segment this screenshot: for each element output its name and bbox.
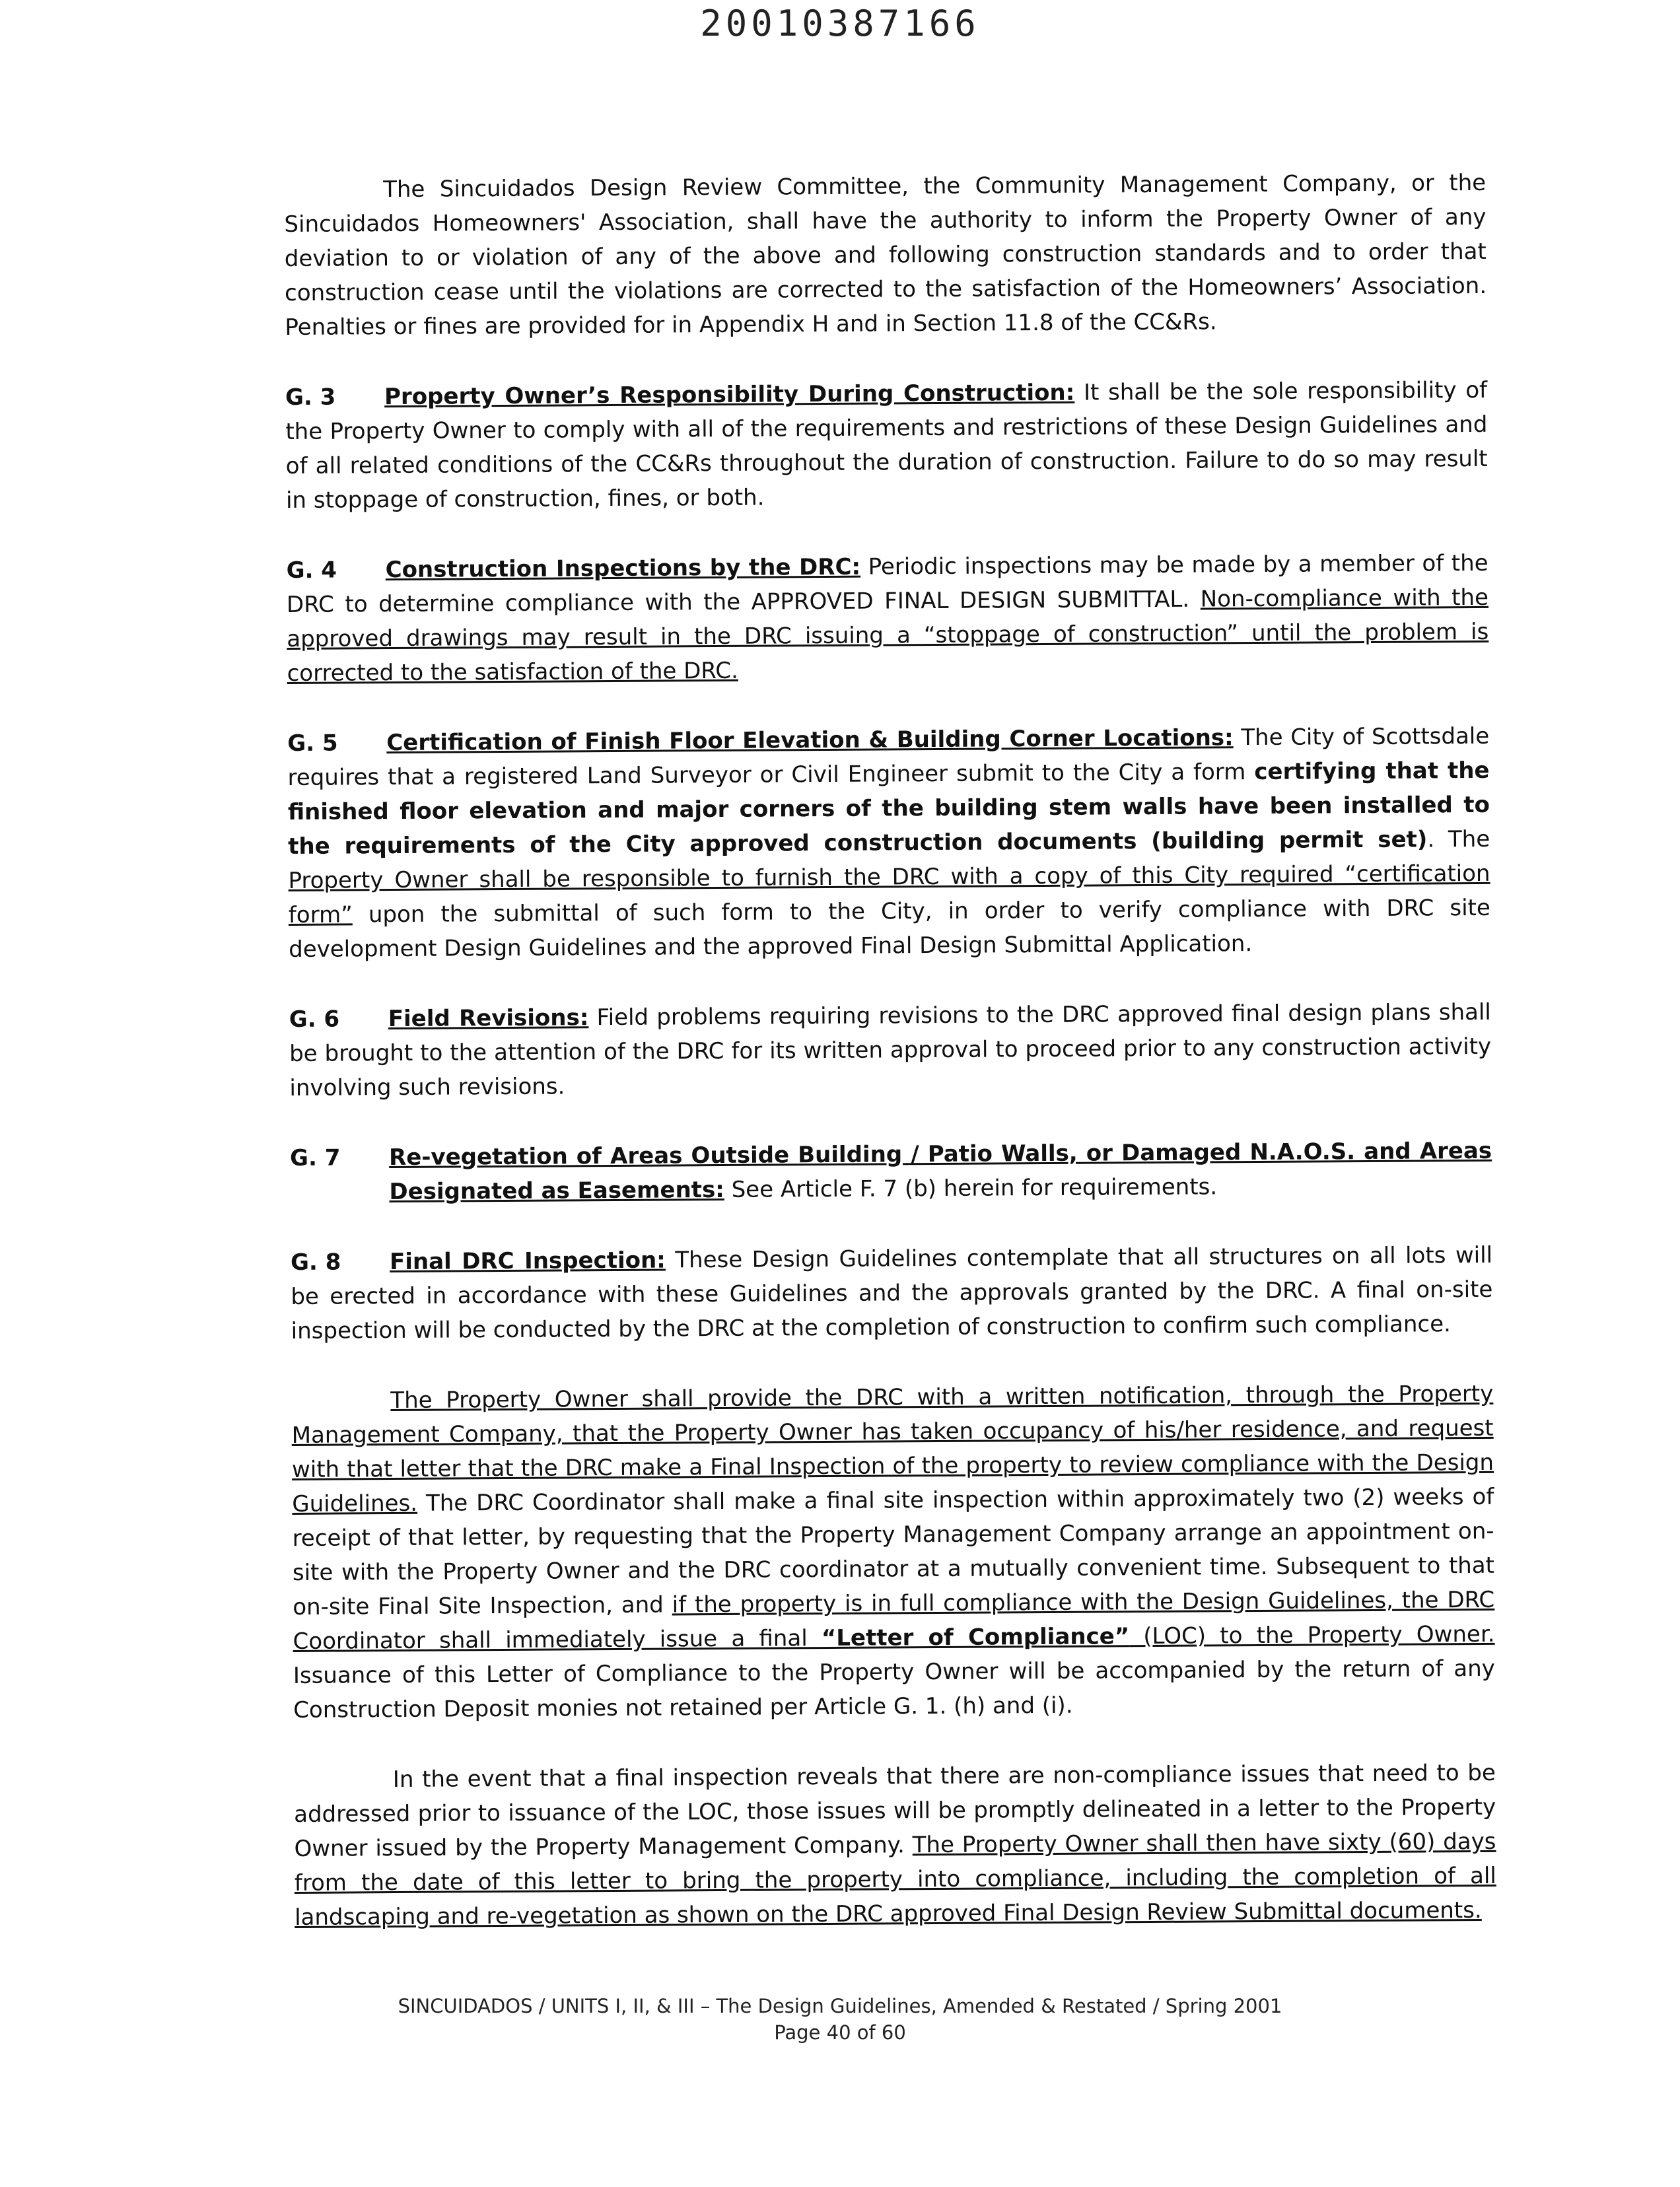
section-underlined-text: Non-compliance with the approved drawings may result in the DRC issuing a “stoppage of construction” until the problem is corrected to the satisfaction of the DRC. — [287, 584, 1489, 687]
section-heading: Re-vegetation of Areas Outside Building / Patio Walls, or Damaged N.A.O.S. and Areas Designated as Easements: — [388, 1137, 1492, 1206]
section-underlined-text: Property Owner shall be responsible to furnish the DRC with a copy of this City required “certification form” — [288, 860, 1490, 928]
non-compliance-paragraph — [294, 1756, 1497, 1935]
section-number: G. 6 — [289, 1006, 340, 1033]
section-number: G. 4 — [286, 557, 337, 584]
section-text: upon the submittal of such form to the City, in order to verify compliance with DRC site development Design Guidelines and the approved Final Design Submittal Application. — [289, 894, 1490, 963]
section-number: G. 8 — [290, 1249, 341, 1276]
page-number: Page 40 of 60 — [774, 2021, 906, 2044]
section-text: Field problems requiring revisions to the DRC approved final design plans shall be brought to the attention of the DRC for its written approval to proceed prior to any construction activity involving such revisions. — [289, 998, 1492, 1101]
underlined-text: The Property Owner shall then have sixty (60) days from the date of this letter to bring the property into compliance, including the completion of all landscaping and re-vegetation as shown on the DRC approved Final Design Review Submittal documents. — [294, 1828, 1496, 1931]
document-number: 20010387166 — [700, 3, 980, 44]
section-text: Periodic inspections may be made by a member of the DRC to determine compliance with the APPROVED FINAL DESIGN SUBMITTAL. — [286, 549, 1488, 618]
section-g8 — [291, 1238, 1493, 1348]
section-text: . The — [1427, 825, 1490, 853]
page-footer — [0, 1993, 1680, 2046]
section-g7 — [290, 1134, 1492, 1210]
section-heading: Certification of Finish Floor Elevation & Building Corner Locations: — [386, 724, 1234, 757]
section-g3 — [285, 373, 1488, 518]
section-heading: Construction Inspections by the DRC: — [385, 553, 861, 584]
section-g4 — [287, 546, 1489, 691]
plain-text: Issuance of this Letter of Compliance to the Property Owner will be accompanied by the return of any Construction Deposit monies not retained per Article G. 1. (h) and (i). — [293, 1655, 1495, 1723]
section-heading: Field Revisions: — [388, 1004, 589, 1033]
underlined-text: The Property Owner shall provide the DRC with a written notification, through the Property Management Company, that the Property Owner has taken occupancy of his/her residence, and request with that letter that the DRC make a Final Inspection of the property to review compliance with the Design Guidelines. — [291, 1380, 1494, 1517]
section-text: The City of Scottsdale requires that a registered Land Surveyor or Civil Engineer submit to the City a form — [287, 722, 1490, 791]
section-body — [389, 1134, 1492, 1209]
section-number: G. 7 — [289, 1144, 341, 1171]
section-bold-text: certifying that the finished floor elevation and major corners of the building stem walls have been installed to the requirements of the City approved construction documents (building permit set) — [287, 757, 1490, 860]
letter-of-compliance-term: “Letter of Compliance” — [821, 1623, 1130, 1652]
final-inspection-paragraph — [291, 1377, 1495, 1727]
footer-title: SINCUIDADOS / UNITS I, II, & III – The Design Guidelines, Amended & Restated / Spring 2001 — [398, 1995, 1282, 2017]
plain-text: In the event that a final inspection reveals that there are non-compliance issues that need to be addressed prior to issuance of the LOC, those issues will be promptly delineated in a letter to the Property Owner issued by the Property Management Company. — [294, 1759, 1496, 1862]
plain-text: The DRC Coordinator shall make a final site inspection within approximately two (2) weeks of receipt of that letter, by requesting that the Property Management Company arrange an appointment on-site with the Property Owner and the DRC coordinator at a mutually convenient time. Subsequent to that on-site Final Site Inspection, and — [292, 1483, 1495, 1620]
section-heading: Final DRC Inspection: — [389, 1247, 666, 1276]
intro-paragraph: The Sincuidados Design Review Committee, the Community Management Company, or the Sincuidados Homeowners' Association, shall have the authority to inform the Property Owner of any deviation to or violation of any of the above and following construction standards and to order that construction cease until the violations are corrected to the satisfaction of the Homeowners’ Association. Penalties or fines are provided for in Appendix H and in Section 11.8 of the CC&Rs. — [284, 169, 1487, 341]
underlined-text: if the property is in full compliance with the Design Guidelines, the DRC Coordinator shall immediately issue a final — [293, 1586, 1495, 1655]
section-text: It shall be the sole responsibility of the Property Owner to comply with all of the requirements and restrictions of these Design Guidelines and of all related conditions of the CC&Rs throughout the duration of construction. Failure to do so may result in stoppage of construction, fines, or both. — [285, 376, 1488, 514]
underlined-text: (LOC) to the Property Owner. — [1129, 1620, 1495, 1650]
section-text: See Article F. 7 (b) herein for requirements. — [724, 1173, 1218, 1203]
section-g5 — [287, 719, 1490, 967]
section-number: G. 5 — [287, 730, 338, 757]
page-content — [284, 166, 1496, 1935]
section-g6 — [289, 995, 1492, 1105]
section-text: These Design Guidelines contemplate that all structures on all lots will be erected in accordance with these Guidelines and the approvals granted by the DRC. A final on-site inspection will be conducted by the DRC at the completion of construction to confirm such compliance. — [291, 1241, 1493, 1344]
section-number: G. 3 — [285, 384, 336, 411]
section-heading: Property Owner’s Responsibility During Construction: — [384, 379, 1075, 411]
